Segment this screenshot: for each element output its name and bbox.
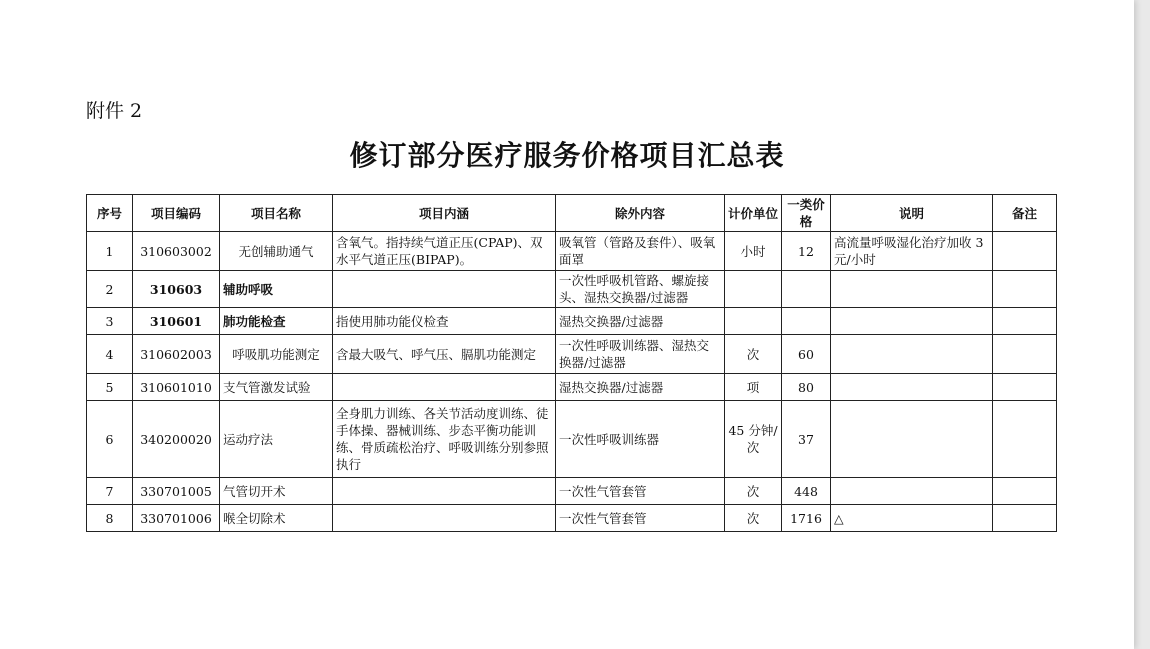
table-row — [87, 374, 1057, 401]
cell-note — [831, 335, 993, 374]
cell-index: 5 — [87, 374, 133, 401]
cell-content — [333, 478, 556, 505]
cell-remark — [993, 232, 1057, 271]
cell-price: 60 — [782, 335, 831, 374]
cell-unit: 次 — [725, 478, 782, 505]
cell-excluded: 一次性呼吸训练器 — [556, 401, 725, 478]
cell-index: 3 — [87, 308, 133, 335]
cell-price: 12 — [782, 232, 831, 271]
cell-excluded: 湿热交换器/过滤器 — [556, 308, 725, 335]
cell-unit — [725, 271, 782, 308]
cell-remark — [993, 401, 1057, 478]
header-name: 项目名称 — [220, 195, 333, 232]
table-header-row — [87, 195, 1057, 232]
cell-name: 支气管激发试验 — [220, 374, 333, 401]
cell-note — [831, 401, 993, 478]
header-remark: 备注 — [993, 195, 1057, 232]
cell-name: 呼吸肌功能测定 — [220, 335, 333, 374]
table-row — [87, 271, 1057, 308]
cell-note — [831, 374, 993, 401]
cell-excluded: 一次性呼吸训练器、湿热交换器/过滤器 — [556, 335, 725, 374]
cell-note: △ — [831, 505, 993, 532]
header-code: 项目编码 — [133, 195, 220, 232]
cell-unit: 小时 — [725, 232, 782, 271]
cell-name: 无创辅助通气 — [220, 232, 333, 271]
cell-unit: 项 — [725, 374, 782, 401]
cell-remark — [993, 308, 1057, 335]
cell-code: 310602003 — [133, 335, 220, 374]
header-excluded: 除外内容 — [556, 195, 725, 232]
cell-name: 运动疗法 — [220, 401, 333, 478]
table-row — [87, 401, 1057, 478]
cell-excluded: 一次性气管套管 — [556, 478, 725, 505]
cell-price: 448 — [782, 478, 831, 505]
cell-price: 80 — [782, 374, 831, 401]
cell-index: 2 — [87, 271, 133, 308]
cell-content — [333, 271, 556, 308]
cell-code: 340200020 — [133, 401, 220, 478]
cell-price — [782, 308, 831, 335]
cell-code: 310601010 — [133, 374, 220, 401]
cell-unit: 次 — [725, 505, 782, 532]
cell-index: 8 — [87, 505, 133, 532]
cell-price — [782, 271, 831, 308]
cell-index: 6 — [87, 401, 133, 478]
cell-excluded: 一次性呼吸机管路、螺旋接头、湿热交换器/过滤器 — [556, 271, 725, 308]
table-row — [87, 505, 1057, 532]
cell-content: 指使用肺功能仪检查 — [333, 308, 556, 335]
table-row — [87, 232, 1057, 271]
cell-content: 全身肌力训练、各关节活动度训练、徒手体操、器械训练、步态平衡功能训练、骨质疏松治疗、呼吸训练分别参照执行 — [333, 401, 556, 478]
document-title: 修订部分医疗服务价格项目汇总表 — [349, 139, 785, 172]
cell-remark — [993, 335, 1057, 374]
cell-content — [333, 505, 556, 532]
cell-price: 1716 — [782, 505, 831, 532]
attachment-label: 附件 2 — [86, 100, 143, 122]
cell-note: 高流量呼吸湿化治疗加收 3 元/小时 — [831, 232, 993, 271]
cell-note — [831, 308, 993, 335]
cell-remark — [993, 478, 1057, 505]
cell-name: 辅助呼吸 — [220, 271, 333, 308]
cell-name: 气管切开术 — [220, 478, 333, 505]
cell-index: 1 — [87, 232, 133, 271]
cell-note — [831, 271, 993, 308]
cell-code: 330701006 — [133, 505, 220, 532]
cell-unit — [725, 308, 782, 335]
cell-note — [831, 478, 993, 505]
header-index: 序号 — [87, 195, 133, 232]
cell-excluded: 吸氧管（管路及套件）、吸氧面罩 — [556, 232, 725, 271]
header-unit: 计价单位 — [725, 195, 782, 232]
cell-remark — [993, 271, 1057, 308]
cell-index: 7 — [87, 478, 133, 505]
cell-excluded: 湿热交换器/过滤器 — [556, 374, 725, 401]
cell-code: 310603002 — [133, 232, 220, 271]
cell-price: 37 — [782, 401, 831, 478]
cell-name: 肺功能检查 — [220, 308, 333, 335]
cell-content: 含氧气。指持续气道正压(CPAP)、双水平气道正压(BIPAP)。 — [333, 232, 556, 271]
cell-unit: 次 — [725, 335, 782, 374]
price-items-table — [86, 194, 1057, 532]
cell-excluded: 一次性气管套管 — [556, 505, 725, 532]
table-row — [87, 308, 1057, 335]
cell-code: 330701005 — [133, 478, 220, 505]
header-note: 说明 — [831, 195, 993, 232]
cell-code: 310603 — [133, 271, 220, 308]
cell-unit: 45 分钟/次 — [725, 401, 782, 478]
header-content: 项目内涵 — [333, 195, 556, 232]
cell-content: 含最大吸气、呼气压、膈肌功能测定 — [333, 335, 556, 374]
cell-content — [333, 374, 556, 401]
table-row — [87, 335, 1057, 374]
cell-remark — [993, 505, 1057, 532]
table-row — [87, 478, 1057, 505]
cell-remark — [993, 374, 1057, 401]
cell-name: 喉全切除术 — [220, 505, 333, 532]
header-price: 一类价格 — [782, 195, 831, 232]
cell-code: 310601 — [133, 308, 220, 335]
cell-index: 4 — [87, 335, 133, 374]
